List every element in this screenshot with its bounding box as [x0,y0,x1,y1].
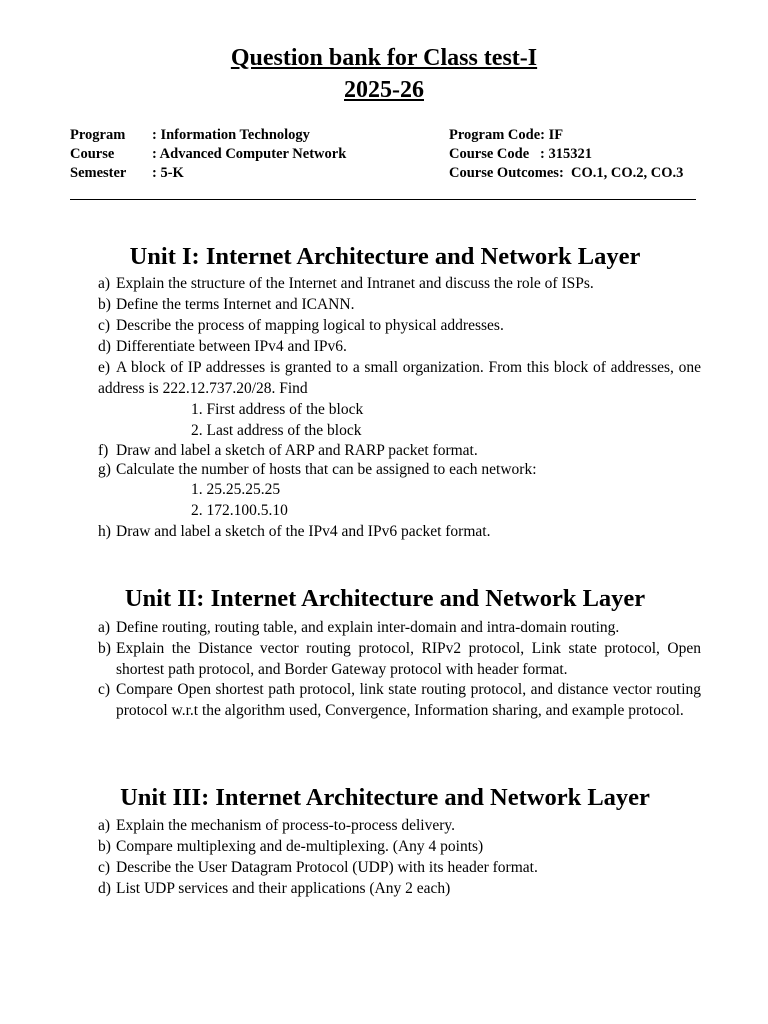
semester-label: Semester [70,165,127,181]
question-text: Explain the structure of the Internet and Intranet and discuss the role of ISPs. [116,275,594,292]
unit-3-question-b [98,837,701,858]
unit-3-heading: Unit III: Internet Architecture and Network Layer [120,784,650,811]
question-marker: a) [98,619,111,636]
question-marker: d) [98,338,111,355]
question-text: Describe the process of mapping logical to physical addresses. [116,317,504,334]
unit-1-question-c [98,316,701,337]
unit-1-g-sub-2: 2. 172.100.5.10 [191,502,288,519]
question-text: Define the terms Internet and ICANN. [116,296,355,313]
question-marker: e) [98,359,111,376]
unit-1-question-f [98,441,701,462]
course-value: : Advanced Computer Network [152,146,347,162]
unit-1-question-g [98,460,701,481]
unit-3-question-d [98,879,701,900]
question-text: Explain the Distance vector routing protocol, RIPv2 protocol, Link state protocol, Open shortest path protocol, and Border Gateway protocol with header format. [116,640,701,678]
program-code: Program Code: IF [449,127,564,143]
unit-1-e-sub-2: 2. Last address of the block [191,422,362,439]
program-value: : Information Technology [152,127,310,143]
unit-1-question-d [98,337,701,358]
question-text: Draw and label a sketch of the IPv4 and IPv6 packet format. [116,523,491,540]
question-marker: d) [98,880,111,897]
unit-2-heading: Unit II: Internet Architecture and Network Layer [124,585,646,612]
question-marker: b) [98,640,111,657]
question-marker: b) [98,838,111,855]
unit-2-question-b [98,639,701,680]
question-text: Compare multiplexing and de-multiplexing. (Any 4 points) [116,838,484,855]
semester-row [70,164,184,183]
question-text: Calculate the number of hosts that can be assigned to each network: [116,461,537,478]
question-text: Differentiate between IPv4 and IPv6. [116,338,347,355]
program-label: Program [70,127,126,143]
unit-1-question-e [98,358,701,399]
question-marker: h) [98,523,111,540]
question-text: List UDP services and their applications (Any 2 each) [116,880,451,897]
question-marker: c) [98,859,111,876]
question-marker: a) [98,817,111,834]
unit-1-heading: Unit I: Internet Architecture and Network Layer [129,243,641,270]
question-text: Draw and label a sketch of ARP and RARP packet format. [116,442,478,459]
unit-1-question-h [98,522,701,543]
academic-year: 2025-26 [344,77,424,103]
semester-value: : 5-K [152,165,184,181]
unit-1-question-a [98,274,701,295]
question-text: Describe the User Datagram Protocol (UDP) with its header format. [116,859,538,876]
question-marker: c) [98,317,111,334]
question-marker: g) [98,461,111,478]
unit-1-question-b [98,295,701,316]
header-divider [70,199,696,200]
question-marker: c) [98,681,111,698]
question-text: A block of IP addresses is granted to a small organization. From this block of addresses, one address is 222.12.737.20/28. Find [98,359,701,397]
program-row [70,126,310,145]
course-label: Course [70,146,115,162]
question-text: Define routing, routing table, and explain inter-domain and intra-domain routing. [116,619,620,636]
unit-3-question-a [98,816,701,837]
unit-2-question-c [98,680,701,721]
question-text: Compare Open shortest path protocol, link state routing protocol, and distance vector routing protocol w.r.t the algorithm used, Convergence, Information sharing, and example protocol. [116,681,701,719]
page-title: Question bank for Class test-I [230,45,538,71]
course-outcomes: Course Outcomes: CO.1, CO.2, CO.3 [449,165,684,181]
question-marker: a) [98,275,111,292]
question-marker: f) [98,442,109,459]
unit-2-question-a [98,618,701,639]
question-text: Explain the mechanism of process-to-process delivery. [116,817,456,834]
unit-1-g-sub-1: 1. 25.25.25.25 [191,481,281,498]
unit-3-question-c [98,858,701,879]
course-code: Course Code : 315321 [449,146,592,162]
unit-1-e-sub-1: 1. First address of the block [191,401,364,418]
question-marker: b) [98,296,111,313]
course-row [70,145,346,164]
